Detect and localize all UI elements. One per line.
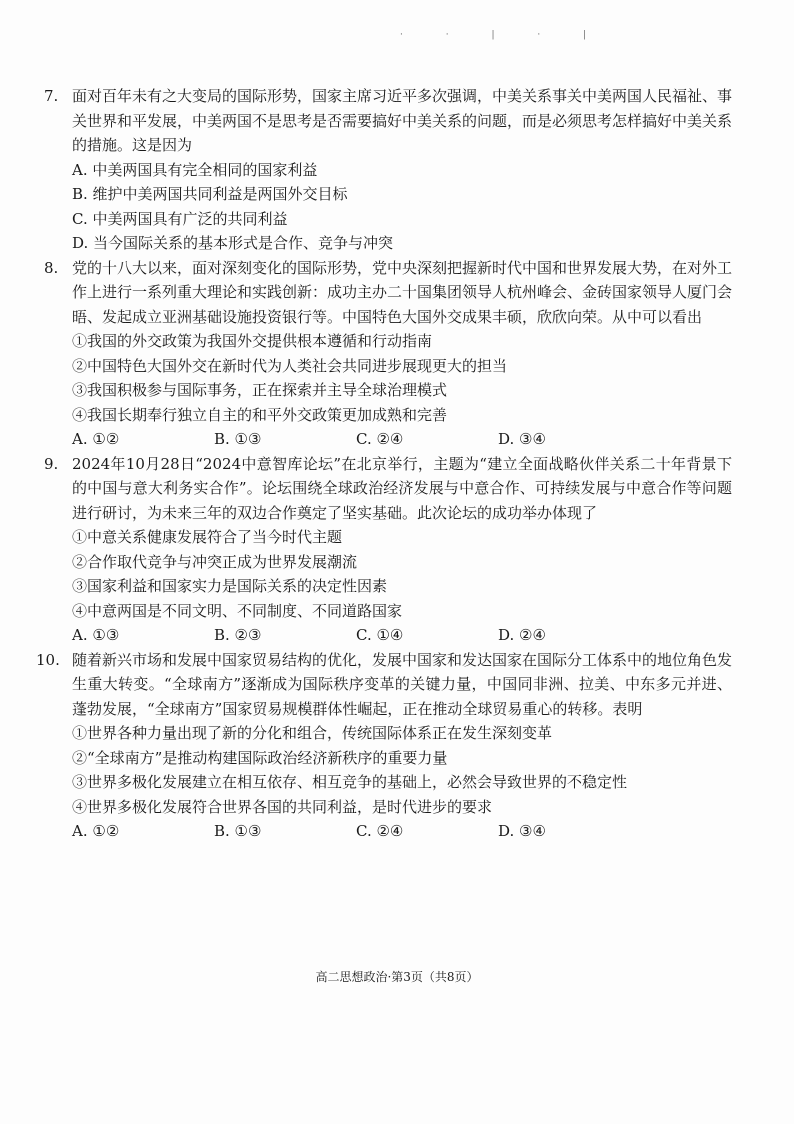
option-c: C. 中美两国具有广泛的共同利益 (72, 209, 288, 228)
question-number: 10. (36, 650, 60, 669)
choice-row (72, 427, 732, 452)
statement-2: ②合作取代竞争与冲突正成为世界发展潮流 (72, 552, 358, 571)
question-number: 8. (44, 258, 59, 277)
statement-3: ③世界多极化发展建立在相互依存、相互竞争的基础上，必然会导致世界的不稳定性 (72, 773, 628, 791)
choice-a: A. ①② (72, 822, 120, 840)
statement-4: ④世界多极化发展符合世界各国的共同利益，是时代进步的要求 (72, 797, 493, 816)
question-stem: 随着新兴市场和发展中国家贸易结构的优化，发展中国家和发达国家在国际分工体系中的地位角色发生重大转变。“全球南方”逐渐成为国际秩序变革的关键力量，中国同非洲、拉美、中东多元并进、蓬勃发展，“全球南方”国家贸易规模群体性崛起，正在推动全球贸易重心的转移。表明 (72, 650, 733, 718)
choice-d: D. ③④ (498, 430, 546, 448)
header-marks: · · | · | (400, 30, 607, 40)
statement-1: ①中意关系健康发展符合了当今时代主题 (72, 528, 343, 546)
choice-b: B. ②③ (214, 626, 262, 644)
question-list (36, 84, 733, 844)
question-8 (44, 256, 733, 452)
statement-2: ②“全球南方”是推动构建国际政治经济新秩序的重要力量 (72, 748, 448, 767)
choice-b: B. ①③ (214, 430, 262, 448)
choice-d: D. ②④ (498, 626, 546, 644)
statement-3: ③国家利益和国家实力是国际关系的决定性因素 (72, 577, 388, 595)
choice-row (72, 819, 732, 844)
question-number: 7. (44, 87, 59, 105)
statement-3: ③我国积极参与国际事务，正在探索并主导全球治理模式 (72, 381, 448, 399)
question-stem: 党的十八大以来，面对深刻变化的国际形势，党中央深刻把握新时代中国和世界发展大势，在对外工作上进行一系列重大理论和实践创新：成功主办二十国集团领导人杭州峰会、金砖国家领导人厦门会晤、发起成立亚洲基础设施投资银行等。中国特色大国外交成果丰硕，欣欣向荣。从中可以看出 (72, 258, 733, 326)
choice-a: A. ①③ (72, 626, 120, 644)
question-7 (44, 84, 733, 256)
choice-b: B. ①③ (214, 822, 262, 840)
statement-1: ①世界各种力量出现了新的分化和组合，传统国际体系正在发生深刻变革 (72, 724, 553, 742)
choice-d: D. ③④ (498, 822, 546, 840)
question-9 (44, 452, 732, 648)
choice-c: C. ②④ (356, 430, 404, 448)
question-10 (36, 648, 733, 844)
choice-row (72, 623, 732, 648)
choice-a: A. ①② (72, 430, 120, 448)
question-stem: 面对百年未有之大变局的国际形势，国家主席习近平多次强调，中美关系事关中美两国人民福祉、事关世界和平发展，中美两国不是思考是否需要搞好中美关系的问题，而是必须思考怎样搞好中美关系的措施。这是因为 (72, 87, 733, 154)
question-stem: 2024年10月28日“2024中意智库论坛”在北京举行，主题为“建立全面战略伙伴关系二十年背景下的中国与意大利务实合作”。论坛围绕全球政治经济发展与中意合作、可持续发展与中意合作等问题进行研讨，为未来三年的双边合作奠定了坚实基础。此次论坛的成功举办体现了 (72, 454, 732, 522)
option-b: B. 维护中美两国共同利益是两国外交目标 (72, 185, 348, 203)
statement-2: ②中国特色大国外交在新时代为人类社会共同进步展现更大的担当 (72, 356, 508, 375)
question-number: 9. (44, 454, 59, 473)
option-d: D. 当今国际关系的基本形式是合作、竞争与冲突 (72, 234, 394, 252)
choice-c: C. ②④ (356, 822, 404, 840)
choice-c: C. ①④ (356, 626, 404, 644)
statement-4: ④我国长期奉行独立自主的和平外交政策更加成熟和完善 (72, 405, 448, 424)
statement-1: ①我国的外交政策为我国外交提供根本遵循和行动指南 (72, 332, 433, 350)
option-a: A. 中美两国具有完全相同的国家利益 (72, 160, 318, 179)
page-footer: 高二思想政治·第3页（共8页） (315, 970, 479, 984)
statement-4: ④中意两国是不同文明、不同制度、不同道路国家 (72, 601, 403, 620)
